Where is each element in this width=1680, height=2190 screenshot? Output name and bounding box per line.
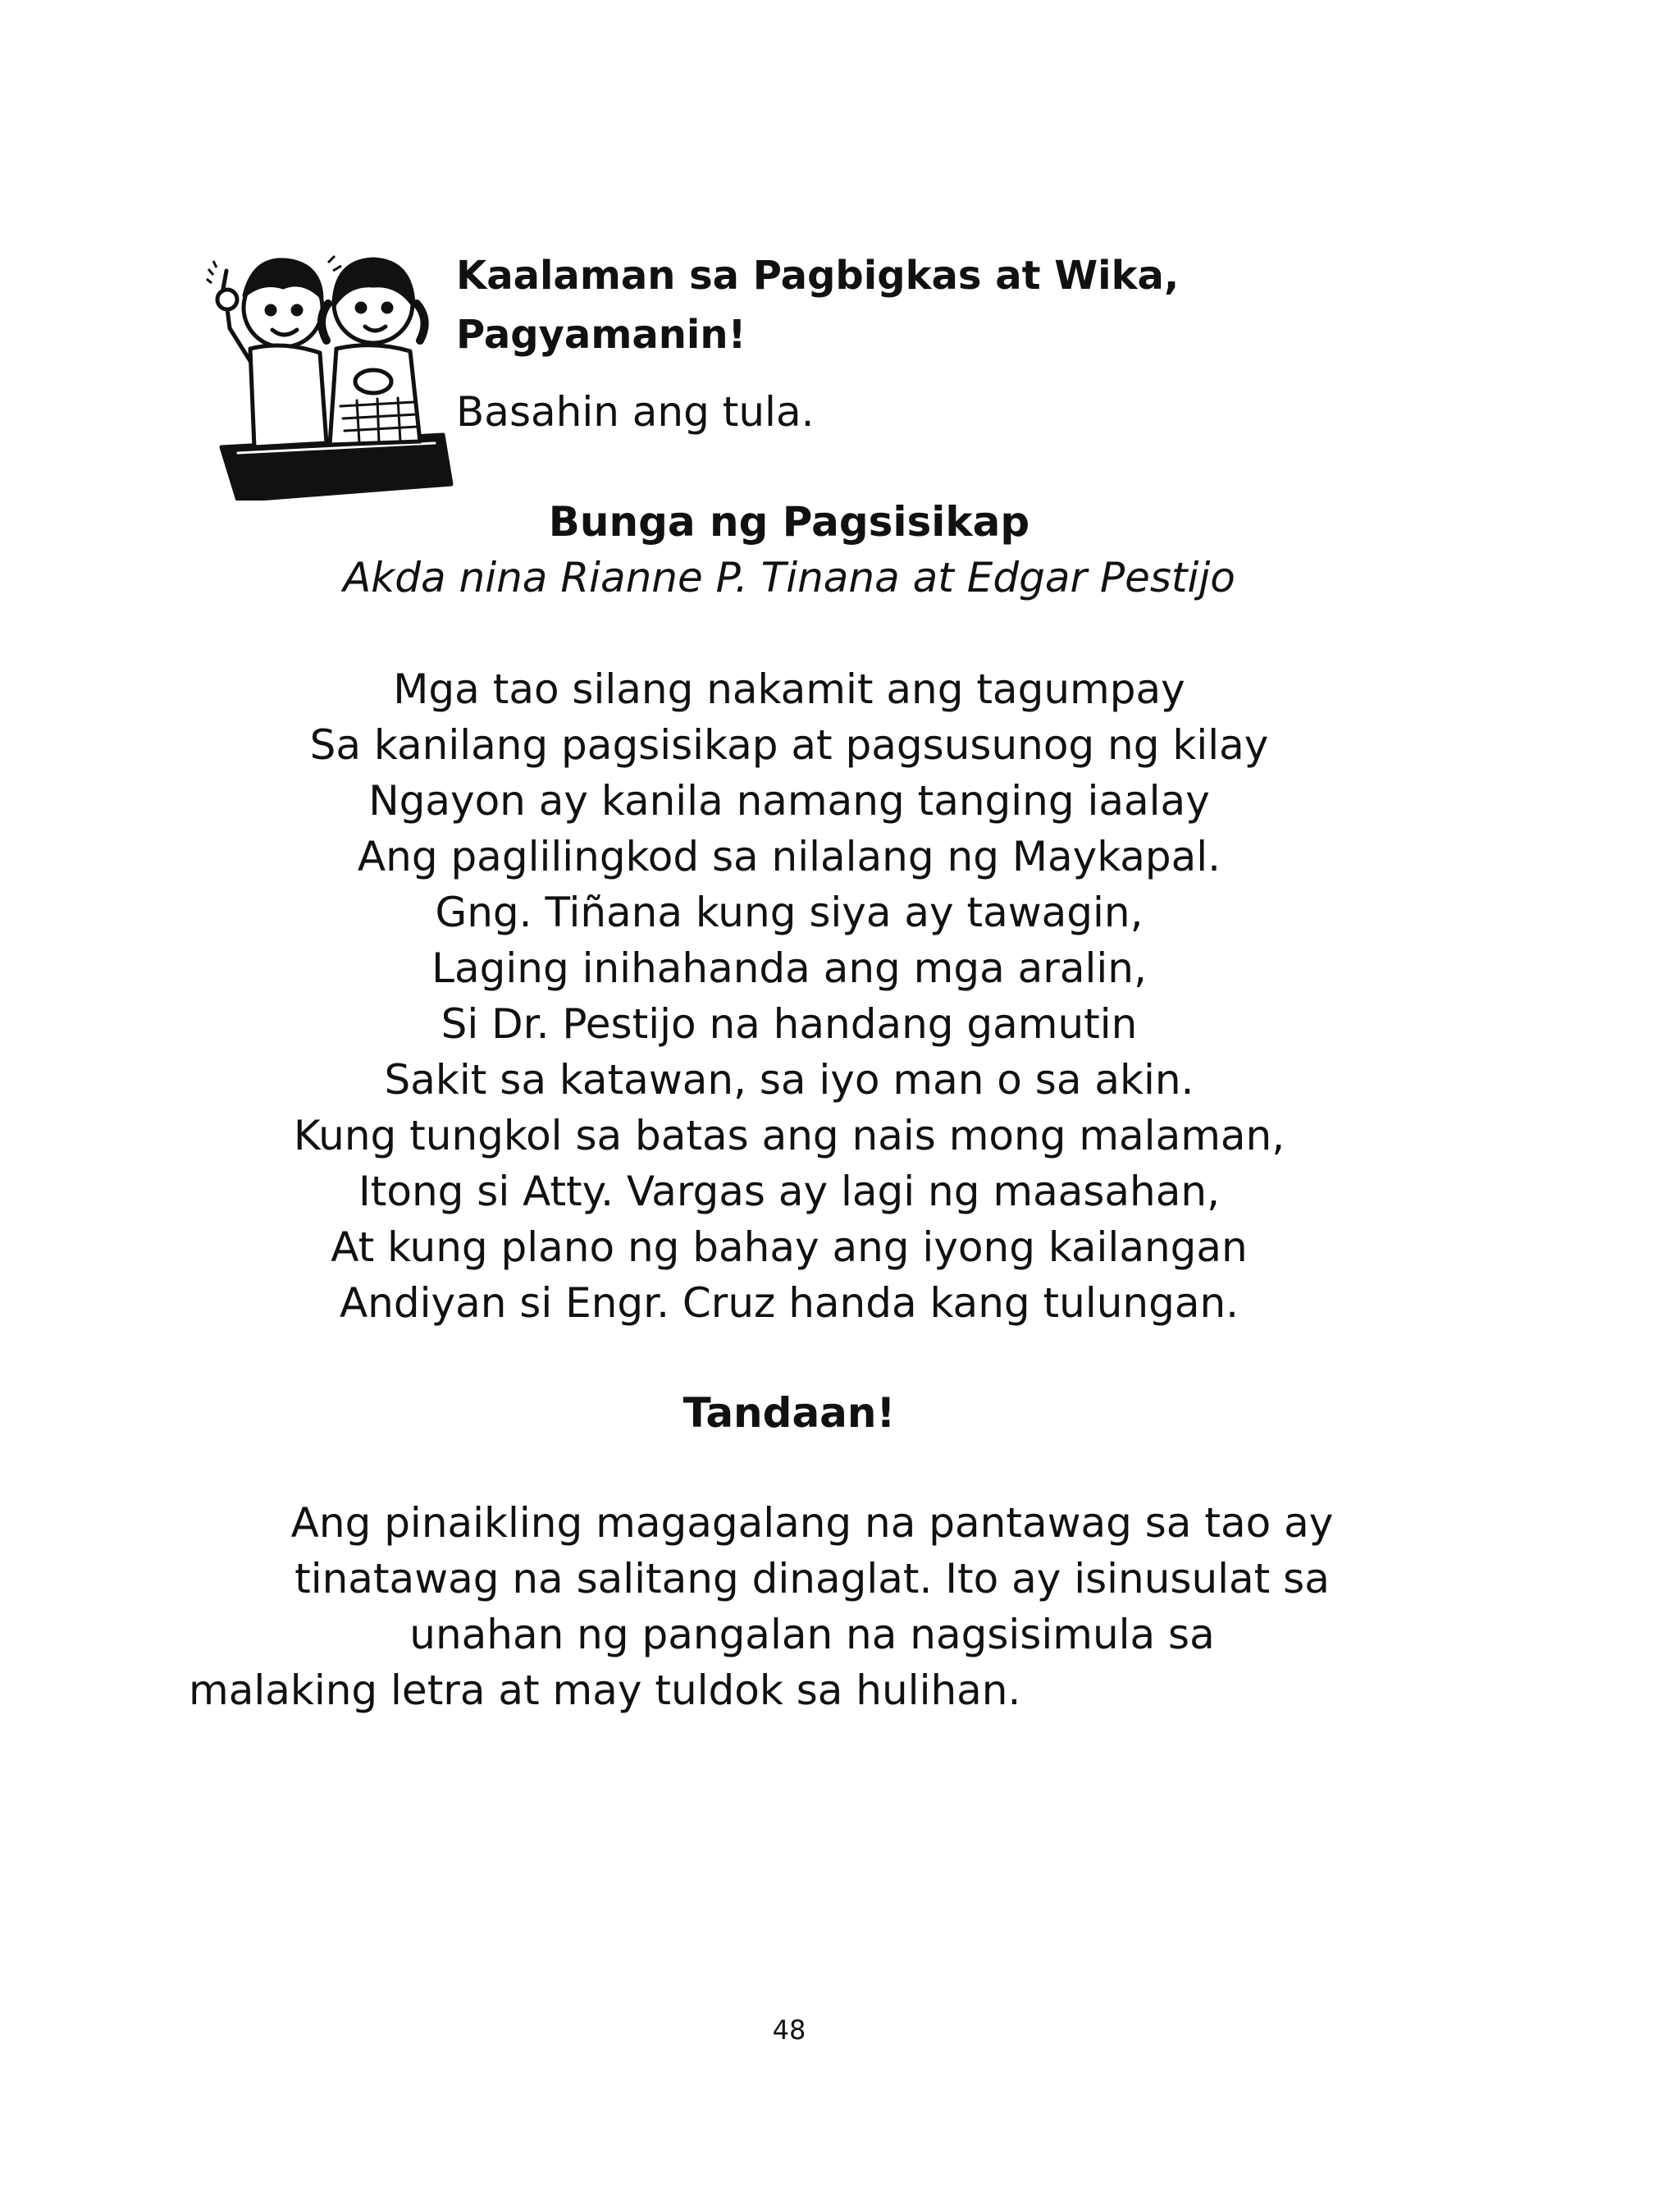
poem-line: Andiyan si Engr. Cruz handa kang tulungan. — [339, 1279, 1239, 1327]
poem-line: Gng. Tiñana kung siya ay tawagin, — [435, 889, 1144, 936]
tandaan-line: Ang pinaikling magagalang na pantawag sa tao ay — [290, 1499, 1334, 1547]
section-heading-line2: Pagyamanin! — [456, 312, 746, 358]
poem-line: Sakit sa katawan, sa iyo man o sa akin. — [384, 1056, 1194, 1104]
tandaan-body — [189, 1495, 1436, 1718]
poem-line: Ang paglilingkod sa nilalang ng Maykapal. — [357, 833, 1221, 880]
tandaan-line: tinatawag na salitang dinaglat. Ito ay isinusulat sa — [294, 1555, 1330, 1602]
section-heading-line1: Kaalaman sa Pagbigkas at Wika, — [456, 253, 1180, 299]
poem-line: Itong si Atty. Vargas ay lagi ng maasahan, — [358, 1168, 1220, 1215]
poem-line: Ngayon ay kanila namang tanging iaalay — [368, 777, 1210, 825]
poem-title: Bunga ng Pagsisikap — [548, 498, 1030, 546]
poem-line: Sa kanilang pagsisikap at pagsusunog ng kilay — [309, 721, 1269, 769]
poem-line: At kung plano ng bahay ang iyong kailangan — [331, 1223, 1248, 1271]
poem-body — [0, 661, 1578, 1331]
poem-line: Kung tungkol sa batas ang nais mong malaman, — [293, 1112, 1285, 1159]
poem-line: Mga tao silang nakamit ang tagumpay — [393, 665, 1185, 713]
tandaan-line: unahan ng pangalan na nagsisimula sa — [409, 1611, 1215, 1658]
poem-line: Si Dr. Pestijo na handang gamutin — [441, 1000, 1138, 1048]
tandaan-heading: Tandaan! — [682, 1389, 896, 1437]
poem-line: Laging inihahanda ang mga aralin, — [431, 944, 1147, 992]
section-heading — [456, 246, 1179, 364]
page-number: 48 — [772, 2014, 806, 2046]
poem-author: Akda nina Rianne P. Tinana at Edgar Pestijo — [343, 554, 1235, 601]
two-children-reading-icon — [205, 238, 459, 501]
instruction-text: Basahin ang tula. — [456, 388, 815, 436]
tandaan-line: malaking letra at may tuldok sa hulihan. — [189, 1667, 1021, 1714]
